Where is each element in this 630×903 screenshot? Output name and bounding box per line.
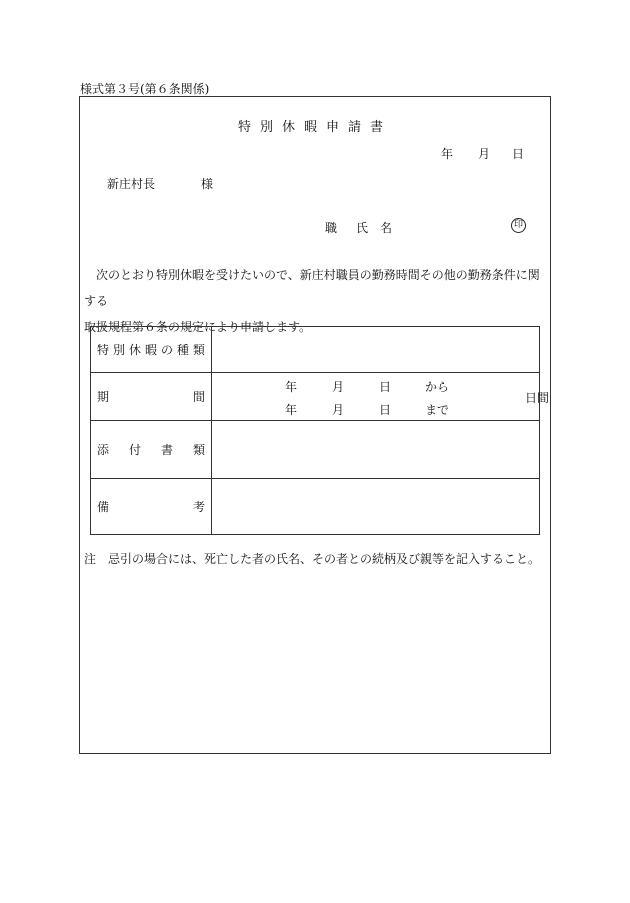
row-period: [91, 373, 540, 421]
date-month: 月: [478, 147, 491, 161]
row-remarks: [91, 479, 540, 535]
period-field[interactable]: [212, 373, 550, 421]
leave-details-table: [90, 326, 550, 535]
documents-label: 添 付 書 類: [97, 443, 205, 457]
period-from-day: 日: [379, 380, 392, 394]
seal-mark: 印: [511, 218, 526, 233]
row-attached-documents: [91, 421, 540, 479]
request-statement-line-1: 次のとおり特別休暇を受けたいので、新庄村職員の勤務時間その他の勤務条件に関する: [84, 268, 540, 308]
remarks-label-cell: [91, 479, 212, 535]
remarks-label: 備 考: [97, 500, 205, 514]
footnote: 注 忌引の場合には、死亡した者の氏名、その者との続柄及び親等を記入すること。: [84, 552, 541, 566]
period-to-year: 年: [285, 403, 298, 417]
date-year: 年: [441, 147, 454, 161]
period-to-day: 日: [379, 403, 392, 417]
leave-type-field[interactable]: [212, 327, 540, 373]
leave-type-label-cell: [91, 327, 212, 373]
row-leave-type: [91, 327, 540, 373]
period-to-month: 月: [332, 403, 345, 417]
form-number-label: 様式第３号(第６条関係): [80, 82, 210, 96]
applicant-title-label: 職: [325, 221, 338, 235]
period-from-year: 年: [285, 380, 298, 394]
leave-type-label: 特 別 休 暇 の 種 類: [97, 343, 205, 357]
remarks-field[interactable]: [212, 479, 540, 535]
documents-field[interactable]: [212, 421, 540, 479]
period-days-unit: 日間: [525, 391, 550, 405]
date-day: 日: [512, 147, 525, 161]
period-from-suffix: から: [425, 380, 450, 394]
period-from-month: 月: [332, 380, 345, 394]
applicant-name-label: 氏名: [356, 221, 405, 235]
period-to-suffix: まで: [425, 403, 450, 417]
request-statement-line-2: 取扱規程第６条の規定により申請します。: [84, 320, 312, 334]
period-label: 期 間: [97, 390, 205, 404]
addressee-name: 新庄村長: [107, 177, 156, 191]
documents-label-cell: [91, 421, 212, 479]
form-title: 特別休暇申請書: [237, 120, 392, 135]
period-label-cell: [91, 373, 212, 421]
addressee-honorific: 様: [201, 177, 214, 191]
